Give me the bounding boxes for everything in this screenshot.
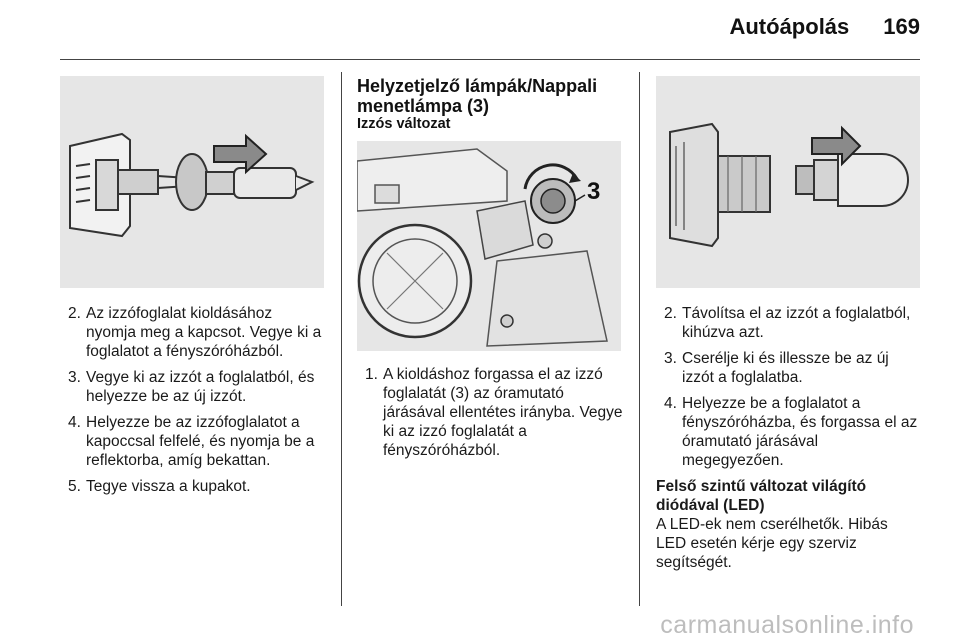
list-item: 4. Helyezze be az izzófoglalatot a kapoccsal felfelé, és nyomja be a reflektorba, amíg bekattan.	[68, 414, 315, 469]
list-item: 1. A kioldáshoz forgassa el az izzó foglalatát (3) az óramutató járásával ellentétes irányba. Vegye ki az izzó foglalatát a fényszóróházból.	[365, 366, 623, 459]
list-item: 2. Távolítsa el az izzót a foglalatból, kihúzva azt.	[664, 305, 911, 341]
bulb-socket-illustration	[60, 76, 324, 288]
header-rule	[60, 59, 920, 60]
list-item: 3. Cserélje ki és illessze be az új izzót a foglalatba.	[664, 350, 889, 386]
column-divider-2	[639, 72, 640, 606]
list-item: 5. Tegye vissza a kupakot.	[68, 478, 251, 495]
section-heading: Helyzetjelző lámpák/Nappali menetlámpa (3)	[357, 76, 598, 116]
column-divider-1	[341, 72, 342, 606]
column-2	[357, 76, 625, 467]
callout-number: 3	[587, 178, 601, 205]
page-number: 169	[883, 14, 920, 39]
steps-list	[60, 304, 326, 496]
list-item: 2. Az izzófoglalat kioldásához nyomja meg a kapcsot. Vegye ki a foglalatot a fényszóróházból.	[68, 305, 322, 360]
list-item: 4. Helyezze be a foglalatot a fényszóróházba, és forgassa el az óramutató járásával megegyezően.	[664, 395, 918, 469]
column-1	[60, 76, 326, 503]
steps-list	[656, 304, 922, 470]
led-text: A LED-ek nem cserélhetők. Hibás LED esetén kérje egy szerviz segítségét.	[656, 516, 888, 571]
page-header	[729, 14, 920, 40]
headlamp-housing-illustration	[357, 141, 621, 351]
section-title: Autóápolás	[729, 14, 850, 39]
led-heading: Felső szintű változat világító diódával (LED)	[656, 478, 867, 514]
bulb-removal-illustration	[656, 76, 920, 288]
watermark: carmanualsonline.info	[660, 611, 914, 639]
list-item: 3. Vegye ki az izzót a foglalatból, és helyezze be az új izzót.	[68, 369, 315, 405]
column-3	[656, 76, 922, 572]
section-subheading: Izzós változat	[357, 116, 451, 132]
steps-list	[357, 365, 625, 460]
